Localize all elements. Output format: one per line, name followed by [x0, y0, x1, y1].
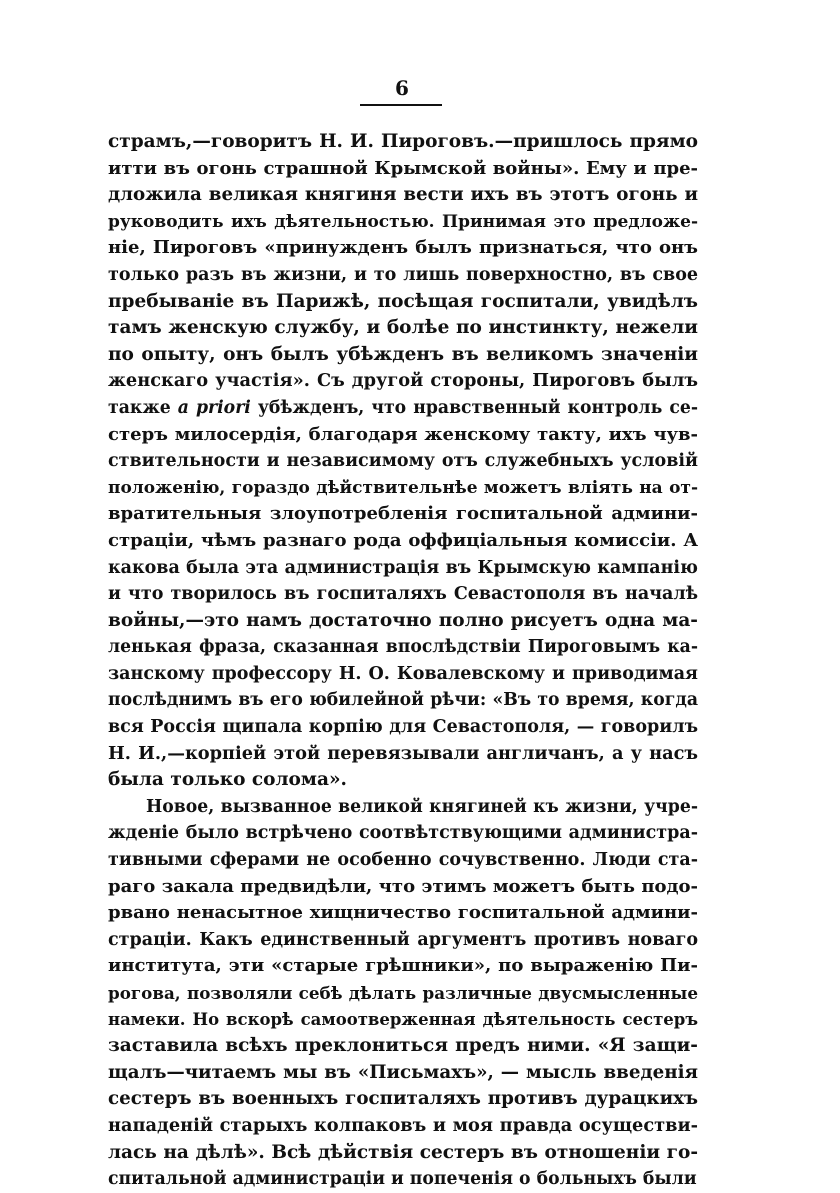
- paragraph: [108, 794, 698, 1193]
- body-text: [108, 129, 698, 1193]
- text-line: лась на дѣлѣ». Всѣ дѣйствія сестеръ въ отношеніи го-: [108, 1141, 698, 1163]
- text-line: руководить ихъ дѣятельностью. Принимая это предложе-: [108, 211, 698, 232]
- text-line: намеки. Но вскорѣ самоотверженная дѣятельность сестеръ: [108, 1009, 698, 1029]
- text-line: ствительности и независимому отъ служебныхъ условій: [108, 451, 698, 472]
- text-line: итти въ огонь страшной Крымской войны». Ему и пре-: [108, 157, 698, 179]
- page-number-rule: [360, 104, 442, 106]
- text-line: стеръ милосердія, благодаря женскому такту, ихъ чув-: [108, 423, 698, 445]
- text-line: только разъ въ жизни, и то лишь поверхностно, въ свое: [108, 264, 698, 285]
- text-line: послѣднимъ въ его юбилейной рѣчи: «Въ то время, когда: [108, 690, 698, 711]
- text-line: какова была эта администрація въ Крымскую кампанію: [108, 557, 698, 578]
- text-line: рогова, позволяли себѣ дѣлать различные двусмысленные: [108, 983, 698, 1003]
- text-line: тамъ женскую службу, и болѣе по инстинкту, нежели: [108, 317, 698, 339]
- text-line: по опыту, онъ былъ убѣжденъ въ великомъ значеніи: [108, 343, 698, 365]
- text-line: института, эти «старые грѣшники», по выраженію Пи-: [108, 955, 698, 977]
- text-line: страціи. Какъ единственный аргументъ противъ новаго: [108, 929, 698, 950]
- text-line: ленькая фраза, сказанная впослѣдствіи Пироговымъ ка-: [108, 637, 698, 658]
- text-line: войны,—это намъ достаточно полно рисуетъ одна ма-: [108, 609, 698, 631]
- text-line: положенію, гораздо дѣйствительнѣе можетъ вліять на от-: [108, 477, 698, 498]
- text-line: была только солома».: [108, 769, 347, 791]
- page-number: 6: [395, 76, 409, 100]
- text-line: женскаго участія». Съ другой стороны, Пироговъ былъ: [108, 370, 698, 392]
- text-line: дложила великая княгиня вести ихъ въ этотъ огонь и: [108, 184, 698, 206]
- text-line: раго закала предвидѣли, что этимъ можетъ быть подо-: [108, 875, 698, 897]
- text-line: заставила всѣхъ преклониться предъ ними. «Я защи-: [108, 1035, 698, 1057]
- text-line: Н. И.,—корпіей этой перевязывали англичанъ, а у насъ: [108, 742, 698, 764]
- text-line: ніе, Пироговъ «принужденъ былъ признаться, что онъ: [108, 237, 698, 259]
- latin-phrase: a priori: [177, 397, 251, 418]
- text-line: вратительныя злоупотребленія госпитальной админи-: [108, 503, 698, 525]
- text-line: занскому профессору Н. О. Ковалевскому и приводимая: [108, 663, 698, 684]
- paragraph: [108, 129, 698, 794]
- text-line: щалъ—читаемъ мы въ «Письмахъ», — мысль введенія: [108, 1061, 698, 1083]
- text-line: Новое, вызванное великой княгиней къ жизни, учре-: [146, 796, 698, 817]
- text-line: страмъ,—говоритъ Н. И. Пироговъ.—пришлось прямо: [108, 131, 698, 152]
- text-line: жденіе было встрѣчено соотвѣтствующими администра-: [108, 823, 698, 844]
- text-line: вся Россія щипала корпію для Севастополя, — говорилъ: [108, 717, 698, 738]
- text-line: тивными сферами не особенно сочувственно. Люди ста-: [108, 850, 698, 871]
- text-line: рвано ненасытное хищничество госпитальной админи-: [108, 902, 698, 924]
- text-line: сестеръ въ военныхъ госпиталяхъ противъ дурацкихъ: [108, 1088, 698, 1110]
- text-line: [108, 395, 698, 422]
- text-line: нападеній старыхъ колпаковъ и моя правда осуществи-: [108, 1114, 698, 1136]
- text-line: спитальной администраціи и попеченія о больныхъ были: [108, 1169, 697, 1190]
- text-run: убѣжденъ, что нравственный контроль се-: [250, 397, 698, 418]
- text-line: страціи, чѣмъ разнаго рода оффиціальныя комиссіи. А: [108, 529, 698, 551]
- text-line: пребываніе въ Парижѣ, посѣщая госпитали, увидѣлъ: [108, 290, 698, 312]
- text-run: также: [108, 397, 178, 418]
- text-line: и что творилось въ госпиталяхъ Севастополя въ началѣ: [108, 584, 698, 605]
